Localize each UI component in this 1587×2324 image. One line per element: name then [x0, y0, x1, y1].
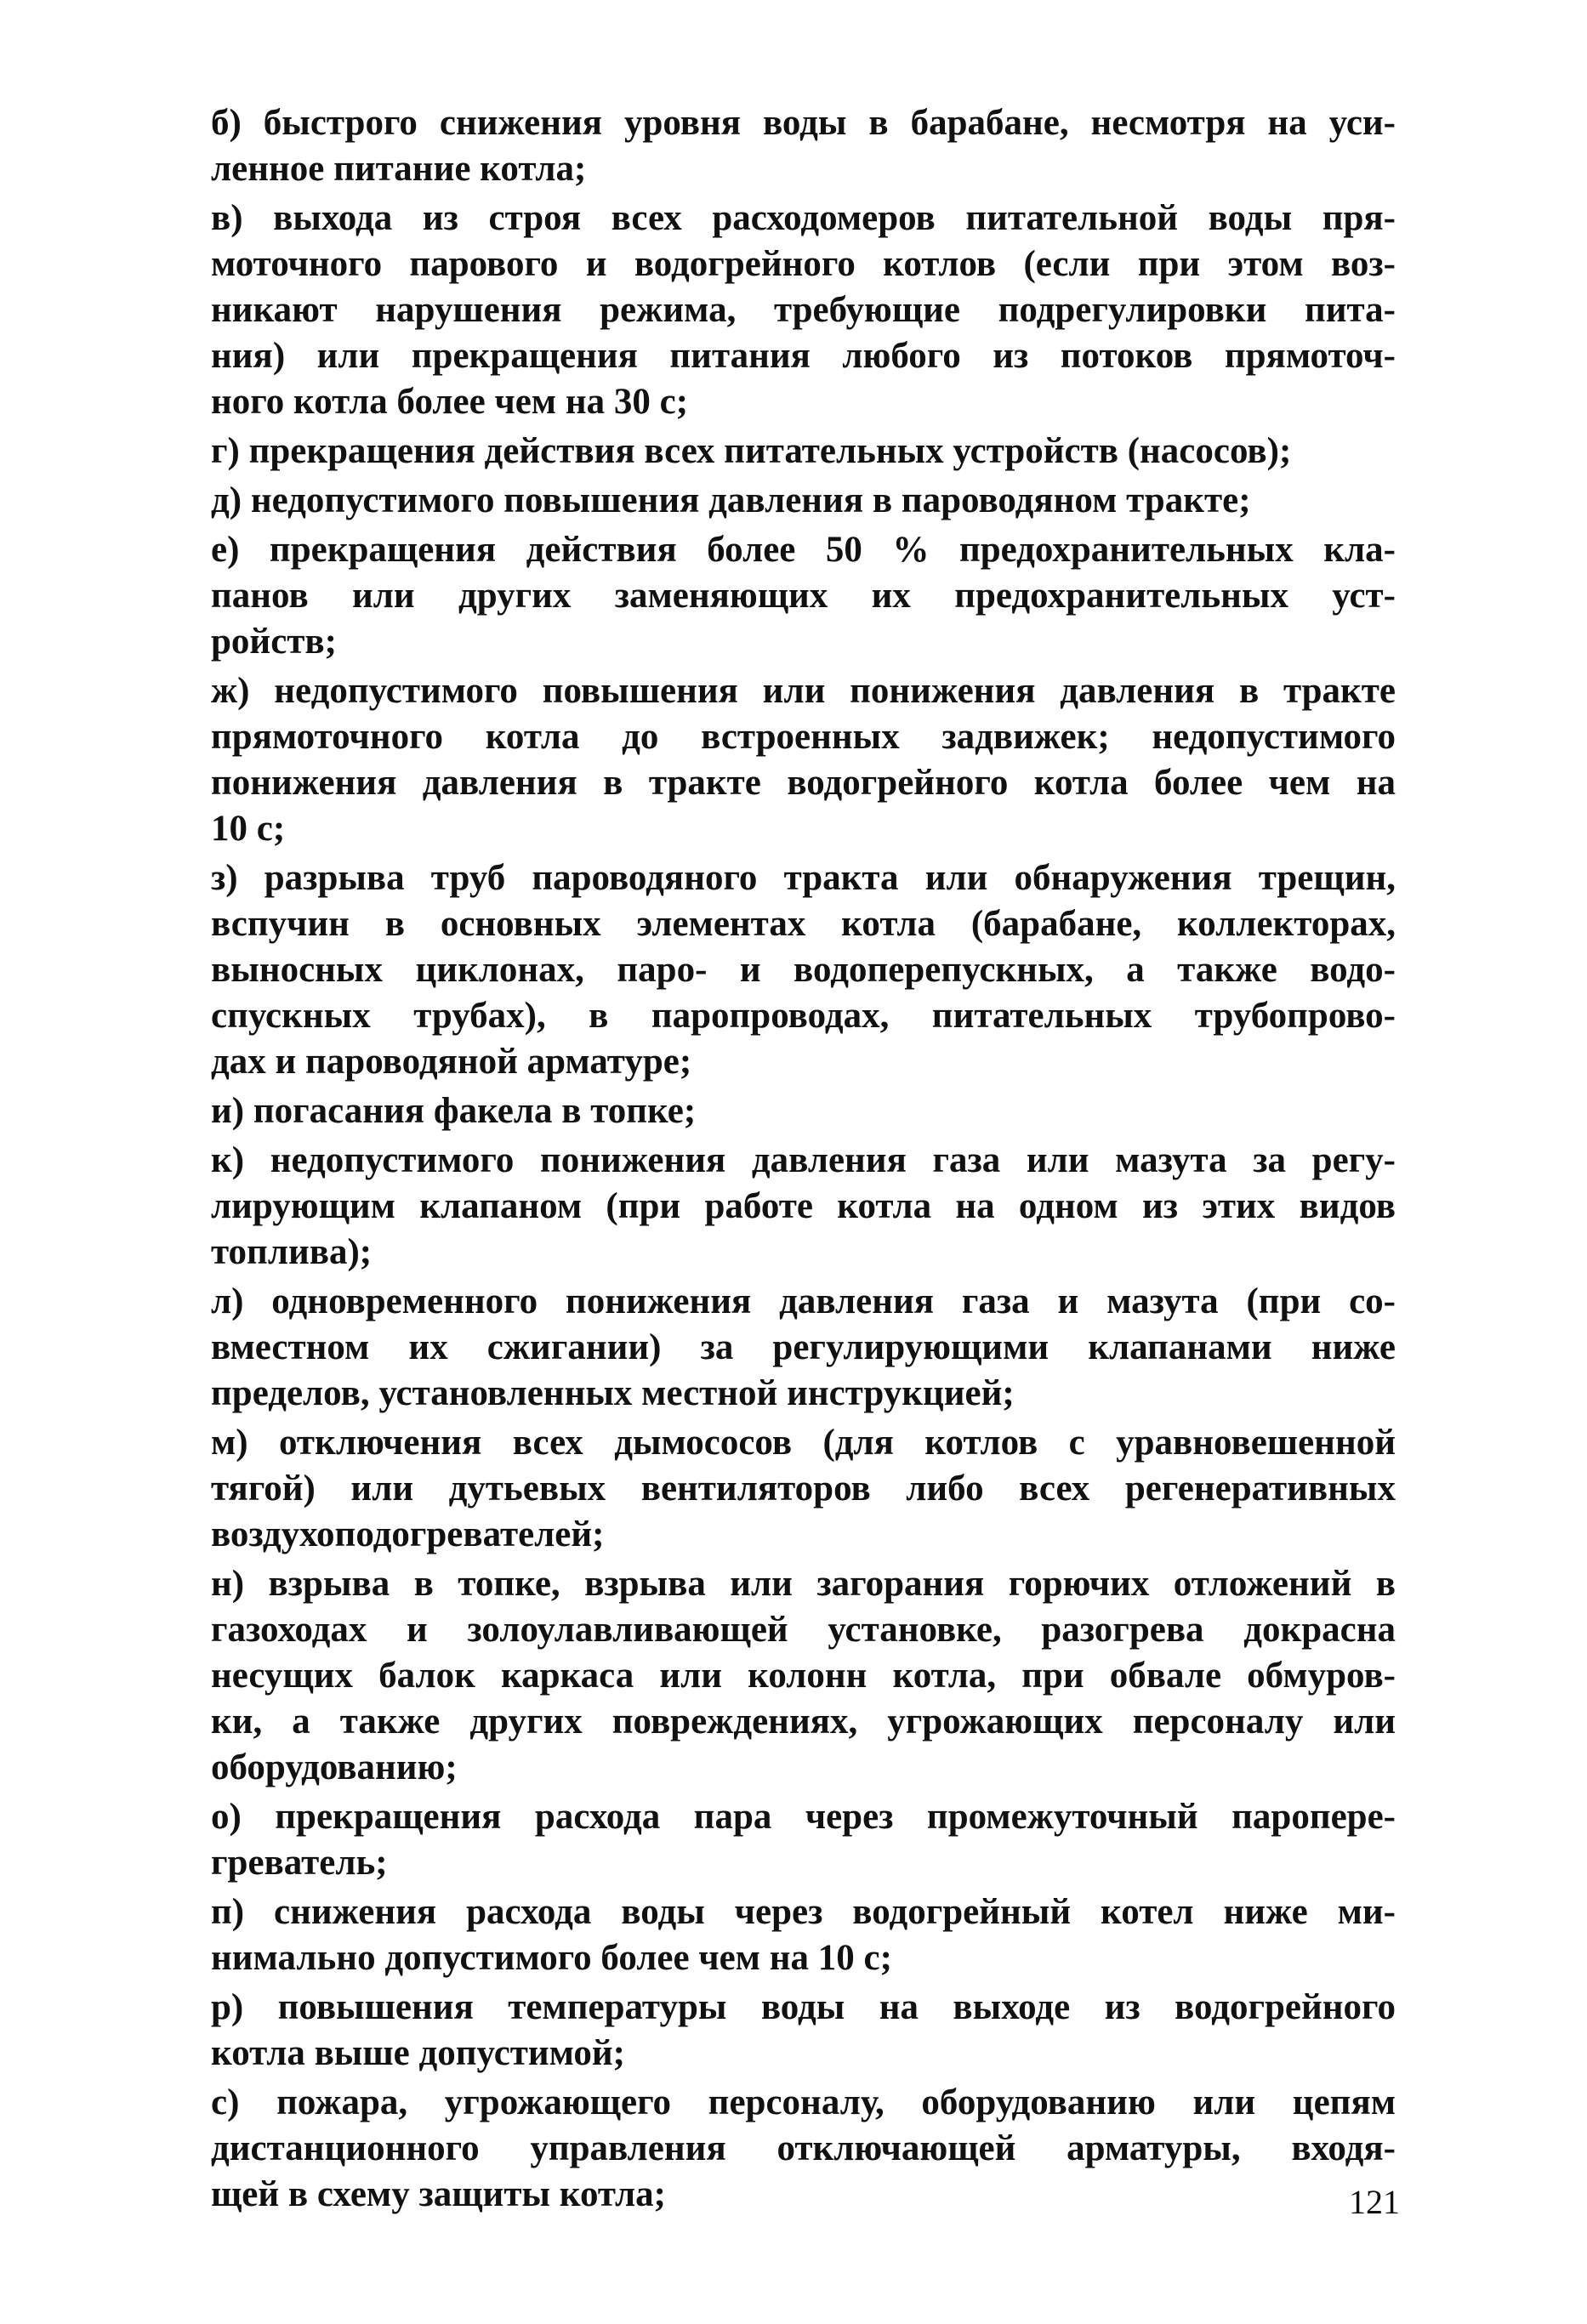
- text-line: щей в схему защиты котла;: [211, 2174, 666, 2214]
- text-line: панов или других заменяющих их предохранительных уст-: [211, 576, 1396, 616]
- text-line: дах и пароводяной арматуре;: [211, 1042, 692, 1082]
- list-item: [211, 196, 1396, 425]
- page-number: 121: [1349, 2183, 1400, 2221]
- list-item: [211, 855, 1396, 1085]
- text-line: вспучин в основных элементах котла (барабане, коллекторах,: [211, 904, 1396, 944]
- text-line: прямоточного котла до встроенных задвижек; недопустимого: [211, 717, 1396, 757]
- list-item: [211, 668, 1396, 852]
- text-line: греватель;: [211, 1843, 388, 1883]
- list-item: [211, 1420, 1396, 1558]
- text-line: б) быстрого снижения уровня воды в барабане, несмотря на уси-: [211, 103, 1396, 143]
- list-item: [211, 1138, 1396, 1276]
- list-item: [211, 478, 1396, 524]
- list-item: [211, 100, 1396, 192]
- text-line: с) пожара, угрожающего персоналу, оборудованию или цепям: [211, 2083, 1396, 2122]
- text-line: воздухоподогревателей;: [211, 1514, 605, 1554]
- text-line: 10 с;: [211, 809, 286, 849]
- list-item: [211, 1794, 1396, 1886]
- text-line: моточного парового и водогрейного котлов (если при этом воз-: [211, 244, 1396, 284]
- text-body: [211, 100, 1396, 2221]
- text-line: и) погасания факела в топке;: [211, 1091, 697, 1131]
- text-line: к) недопустимого понижения давления газа или мазута за регу-: [211, 1140, 1396, 1180]
- list-item: [211, 1279, 1396, 1417]
- text-line: ж) недопустимого повышения или понижения давления в тракте: [211, 671, 1396, 711]
- text-line: нимально допустимого более чем на 10 с;: [211, 1938, 892, 1978]
- list-item: [211, 1985, 1396, 2077]
- text-line: ния) или прекращения питания любого из потоков прямоточ-: [211, 336, 1396, 376]
- text-line: лирующим клапаном (при работе котла на одном из этих видов: [211, 1186, 1396, 1226]
- text-line: в) выхода из строя всех расходомеров питательной воды пря-: [211, 198, 1396, 238]
- text-line: выносных циклонах, паро- и водоперепускных, а также водо-: [211, 950, 1396, 990]
- text-line: р) повышения температуры воды на выходе из водогрейного: [211, 1987, 1396, 2027]
- text-line: д) недопустимого повышения давления в пароводяном тракте;: [211, 480, 1251, 520]
- text-line: ки, а также других повреждениях, угрожающих персоналу или: [211, 1702, 1396, 1742]
- text-line: топлива);: [211, 1232, 373, 1272]
- text-line: п) снижения расхода воды через водогрейный котел ниже ми-: [211, 1892, 1396, 1932]
- text-line: н) взрыва в топке, взрыва или загорания горючих отложений в: [211, 1564, 1396, 1604]
- text-line: оборудованию;: [211, 1747, 458, 1787]
- text-line: вместном их сжигании) за регулирующими клапанами ниже: [211, 1327, 1396, 1367]
- list-item: [211, 1561, 1396, 1791]
- text-line: дистанционного управления отключающей арматуры, входя-: [211, 2128, 1396, 2168]
- text-line: никают нарушения режима, требующие подрегулировки пита-: [211, 290, 1396, 330]
- text-line: несущих балок каркаса или колонн котла, при обвале обмуров-: [211, 1656, 1396, 1696]
- list-item: [211, 429, 1396, 474]
- text-line: з) разрыва труб пароводяного тракта или обнаружения трещин,: [211, 858, 1396, 898]
- text-line: понижения давления в тракте водогрейного котла более чем на: [211, 763, 1396, 803]
- text-line: е) прекращения действия более 50 % предохранительных кла-: [211, 530, 1396, 570]
- text-line: тягой) или дутьевых вентиляторов либо всех регенеративных: [211, 1469, 1396, 1509]
- text-line: ленное питание котла;: [211, 149, 587, 189]
- list-item: [211, 527, 1396, 665]
- text-line: о) прекращения расхода пара через промежуточный паропере-: [211, 1797, 1396, 1837]
- text-line: спускных трубах), в паропроводах, питательных трубопрово-: [211, 996, 1396, 1036]
- text-line: ного котла более чем на 30 с;: [211, 382, 689, 422]
- text-line: м) отключения всех дымососов (для котлов с уравновешенной: [211, 1423, 1396, 1463]
- text-line: г) прекращения действия всех питательных устройств (насосов);: [211, 431, 1292, 471]
- text-line: ройств;: [211, 622, 337, 662]
- list-item: [211, 2080, 1396, 2218]
- text-line: газоходах и золоулавливающей установке, разогрева докрасна: [211, 1610, 1396, 1650]
- text-line: пределов, установленных местной инструкцией;: [211, 1373, 1015, 1413]
- list-item: [211, 1889, 1396, 1981]
- list-item: [211, 1088, 1396, 1134]
- text-line: котла выше допустимой;: [211, 2033, 626, 2073]
- text-line: л) одновременного понижения давления газа и мазута (при со-: [211, 1281, 1396, 1321]
